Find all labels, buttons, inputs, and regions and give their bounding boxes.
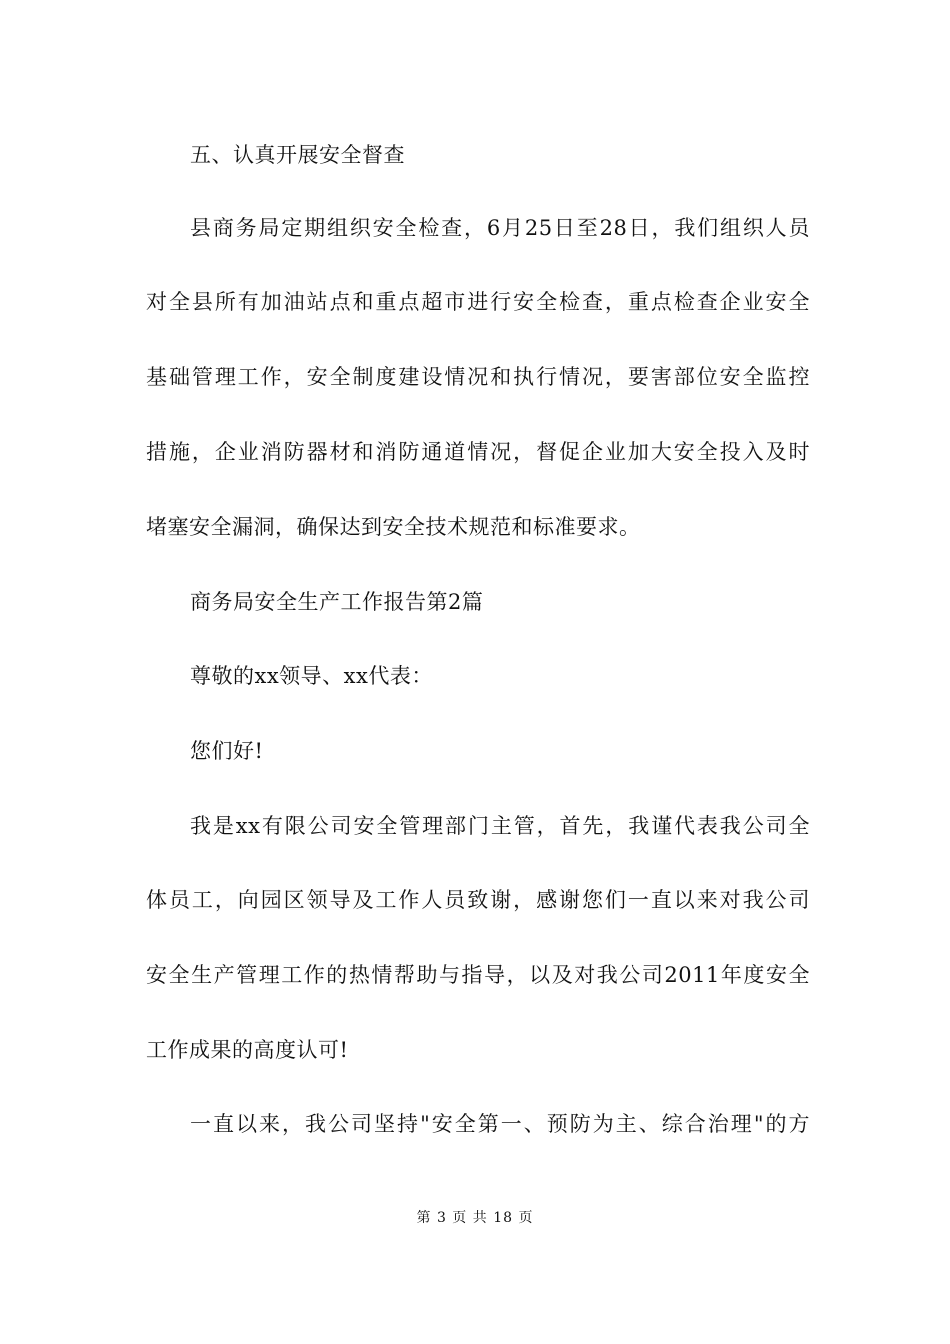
page-number-footer: 第 3 页 共 18 页 (416, 1210, 534, 1226)
paragraph-line: 一直以来，我公司坚持"安全第一、预防为主、综合治理"的方 (190, 1112, 810, 1136)
paragraph-line: 对全县所有加油站点和重点超市进行安全检查，重点检查企业安全 (146, 290, 810, 314)
paragraph-line: 堵塞安全漏洞，确保达到安全技术规范和标准要求。 (146, 515, 641, 539)
paragraph-line: 工作成果的高度认可! (146, 1038, 349, 1062)
paragraph-line: 县商务局定期组织安全检查，6月25日至28日，我们组织人员 (190, 216, 810, 240)
paragraph-line: 安全生产管理工作的热情帮助与指导，以及对我公司2011年度安全 (146, 963, 810, 987)
paragraph-line: 措施，企业消防器材和消防通道情况，督促企业加大安全投入及时 (146, 440, 810, 464)
paragraph-line: 基础管理工作，安全制度建设情况和执行情况，要害部位安全监控 (146, 365, 810, 389)
report-title: 商务局安全生产工作报告第2篇 (190, 590, 484, 614)
salutation: 尊敬的xx领导、xx代表： (190, 664, 433, 688)
paragraph-line: 我是xx有限公司安全管理部门主管，首先，我谨代表我公司全 (190, 814, 810, 838)
section-heading-5: 五、认真开展安全督查 (190, 143, 405, 167)
paragraph-line: 体员工，向园区领导及工作人员致谢，感谢您们一直以来对我公司 (146, 888, 810, 912)
greeting: 您们好! (190, 739, 264, 763)
